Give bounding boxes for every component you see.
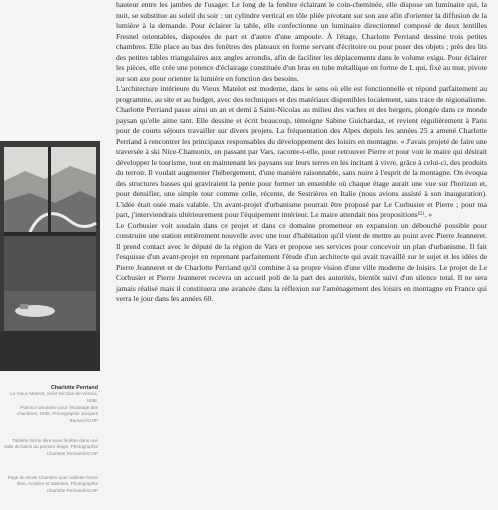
paragraph: Charlotte Perriand passe ainsi un an et demi à Saint-Nicolas au milieu des vaches et des bergers, plongée dans ce monde paysan qu'elle aime tant. Elle dessine et écrit beaucoup, témoigne Sabine Guichardaz, et revient régulièrement à Paris pour de courts séjours travailler sur divers projets. La fréquentation des Alpes depuis les années 25 a amené Charlotte Perriand à rencontrer les principaux responsables du développement des loisirs en montagne. « J'avais projeté de faire une traversée à ski Nice-Chamonix, en passant par Vars, raconte-t-elle, pour retrouver Pierre et pour voir le maire qui désirait développer le tourisme, tout en maintenant les paysans sur leurs terres en les incitant à vivre, grâce à celui-ci, des produits du terroir. Il voulait augmenter l'hébergement, d'une manière raisonnable, sans nuire à l'esprit de la montagne. On évoqua des structures basses qui graviraient la pente pour former un ensemble où chaque étage aurait une vue sur l'horizon et, pour densifier, une simple tour comme celle, récente, de Sestrières en Italie (nous avions assisté à son inauguration). L'idée était osée mais valable. Un avant-projet d'urbanisme pourrait être proposé par Le Corbusier et Pierre ; pour ma part, j'interviendrais ultérieurement pour l'équipement intérieur. Le maire attendait nos propositions¹⁵⁾. » [116, 105, 487, 219]
photograph-window-view [0, 141, 100, 371]
caption-title: Charlotte Perriand [50, 385, 98, 391]
paragraph: Le Corbusier voit soudain dans ce projet et dans ce domaine prometteur en expansion un débouché possible pour construire une station entièrement nouvelle avec une tour d'habitation qu'il vient de mettre au point avec Pierre Jeanneret. Il prend contact avec le député de la région de Vars et propose ses services pour concevoir un plan d'urbanisme. Il fait l'esquisse d'un avant-projet en reprenant parfaitement l'étude d'un architecte qui avait travaillé sur le sujet et les idées de Pierre Jeanneret et de Charlotte Perriand qu'il combine à sa propre vision d'une ville moderne de loisirs. Le projet de Le Corbusier et Pierre Jeanneret recevra un accueil poli de la part des autorités, bientôt suivi d'un silence total. Il ne sera jamais réalisé mais il constituera une avancée dans la réflexion sur l'aménagement des loisirs en montagne en France qui verra le jour dans les années 60. [116, 220, 487, 303]
caption-lamp: Potence pivotante pour l'éclairage des chambres, 1938. Photographie Jacques Barsac/ACHP [16, 405, 98, 423]
paragraph: L'architecture intérieure du Vieux Matelot est moderne, dans le sens où elle est fonctionnelle et répond parfaitement au programme, au site et au budget, avec des techniques et des matériaux disponibles localement, sans trace de régionalisme. [116, 84, 487, 104]
paragraph: hauteur entre les jambes de l'usager. Le long de la fenêtre éclairant le coin-cheminée, elle dispose un luminaire qui, la nuit, se substitue au soleil du soir : un cylindre vertical en tôle pliée pivotant sur son axe afin d'orienter la diffusion de la lumière à la demande. Pour éclairer la table, elle confectionne un luminaire directionnel composé de deux lentilles Fresnel orientables, disposées de part et d'autre d'une ampoule. À l'étage, Charlotte Perriand dessine trois petites chambres. Elle place au bas des fenêtres des plateaux en forme servant d'écritoire ou pour poser des objets ; près des lits des petites tables triangulaires aux angles arrondis, afin de faciliter les déplacements dans le volume exigu. Pour éclairer les pièces, elle crée une potence d'éclairage constituée d'un bras en tube métallique en forme de L qui, fixé au mur, pivote sur son axe pour orienter la lumière en fonction des besoins. [116, 0, 487, 83]
caption-main [2, 385, 98, 404]
caption-bedroom: Page de droite Chambre avec tablette forme libre, mobilier et tablettes. Photographie Charlotte Perriand/ACHP [7, 475, 98, 493]
caption-text: Le Vieux Matelot, Saint-Nicolas-de-Véroce, 1938. [10, 391, 98, 403]
caption-shelf: Tablette forme libre sous fenêtre dans une salle de bains au premier étage. Photographie Charlotte Perriand/ACHP [4, 438, 98, 456]
article-body [116, 0, 487, 305]
